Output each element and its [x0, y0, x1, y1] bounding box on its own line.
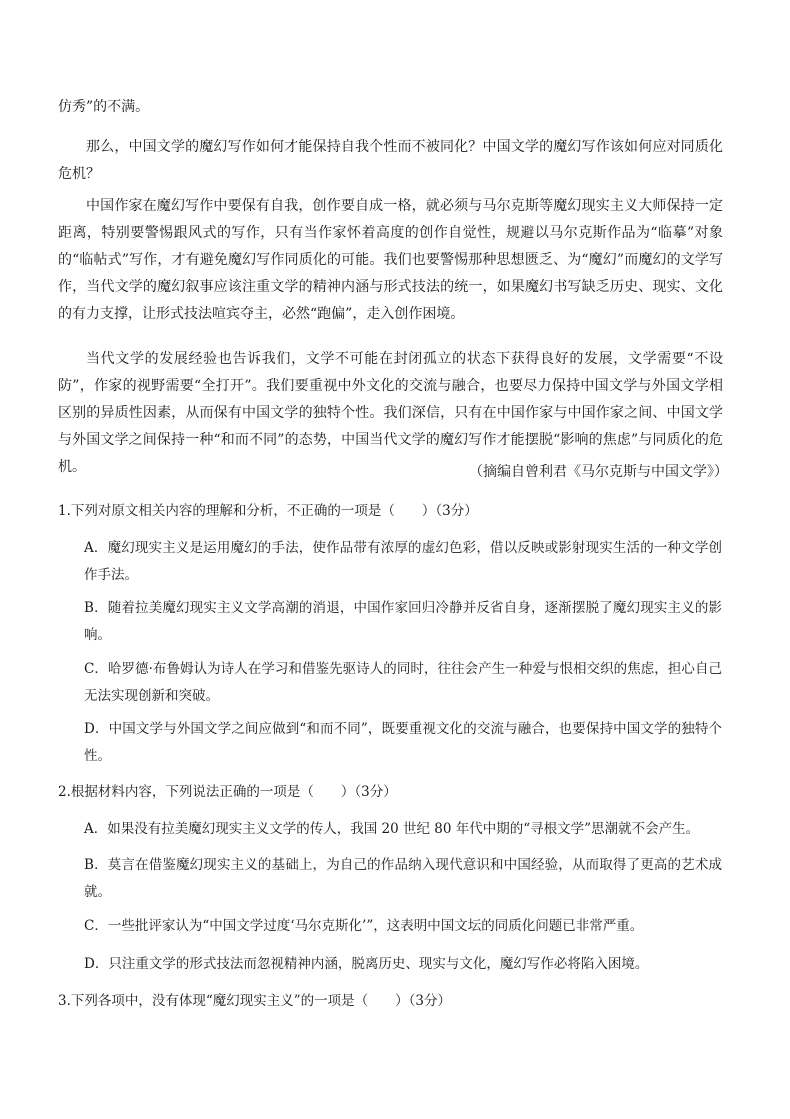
question-3-stem: 3.下列各项中，没有体现“魔幻现实主义”的一项是（ ）（3分）: [58, 993, 452, 1009]
question-2-option-c: C．一些批评家认为“中国文学过度‘马尔克斯化’”，这表明中国文坛的同质化问题已非常严重。: [84, 918, 644, 934]
passage-paragraph-1: 那么，中国文学的魔幻写作如何才能保持自我个性而不被同化？中国文学的魔幻写作该如何应对同质化危机？: [58, 139, 723, 182]
question-2-option-d: D．只注重文学的形式技法而忽视精神内涵，脱离历史、现实与文化，魔幻写作必将陷入困境。: [84, 956, 649, 972]
passage-paragraph-2: 中国作家在魔幻写作中要保有自我，创作要自成一格，就必须与马尔克斯等魔幻现实主义大师保持一定距离，特别要警惕跟风式的写作，只有当作家怀着高度的创作自觉性，规避以马尔克斯作品为“临摹”对象的“临帖式”写作，才有避免魔幻写作同质化的可能。我们也要警惕那种思想匮乏、为“魔幻”而魔幻的文学写作，当代文学的魔幻叙事应该注重文学的精神内涵与形式技法的统一，如果魔幻书写缺乏历史、现实、文化的有力支撑，让形式技法喧宾夺主，必然“跑偏”，走入创作困境。: [58, 198, 723, 322]
passage-paragraph-0: 仿秀”的不满。: [58, 99, 150, 115]
passage-source: （摘编自曾利君《马尔克斯与中国文学》）: [469, 464, 728, 480]
question-2-option-a: A．如果没有拉美魔幻现实主义文学的传人，我国 20 世纪 80 年代中期的“寻根文学”思潮就不会产生。: [84, 821, 700, 837]
question-2-stem: 2.根据材料内容，下列说法正确的一项是（ ）（3分）: [58, 784, 397, 800]
question-1-stem: 1.下列对原文相关内容的理解和分析，不正确的一项是（ ）（3分）: [58, 503, 478, 519]
question-1-option-b: B．随着拉美魔幻现实主义文学高潮的消退，中国作家回归冷静并反省自身，逐渐摆脱了魔幻现实主义的影响。: [84, 600, 722, 643]
question-1-option-d: D．中国文学与外国文学之间应做到“和而不同”，既要重视文化的交流与融合，也要保持中国文学的独特个性。: [84, 721, 722, 764]
passage-paragraph-3: 当代文学的发展经验也告诉我们，文学不可能在封闭孤立的状态下获得良好的发展，文学需要“不设防”，作家的视野需要“全打开”。我们要重视中外文化的交流与融合，也要尽力保持中国文学与外国文学相区别的异质性因素，从而保有中国文学的独特个性。我们深信，只有在中国作家与中国作家之间、中国文学与外国文学之间保持一种“和而不同”的态势，中国当代文学的魔幻写作才能摆脱“影响的焦虑”与同质化的危机。: [58, 351, 723, 475]
question-1-option-c: C．哈罗德·布鲁姆认为诗人在学习和借鉴先驱诗人的同时，往往会产生一种爱与恨相交织的焦虑，担心自己无法实现创新和突破。: [84, 661, 722, 704]
question-2-option-b: B．莫言在借鉴魔幻现实主义的基础上，为自己的作品纳入现代意识和中国经验，从而取得了更高的艺术成就。: [84, 857, 722, 900]
question-1-option-a: A．魔幻现实主义是运用魔幻的手法，使作品带有浓厚的虚幻色彩，借以反映或影射现实生活的一种文学创作手法。: [84, 540, 722, 583]
